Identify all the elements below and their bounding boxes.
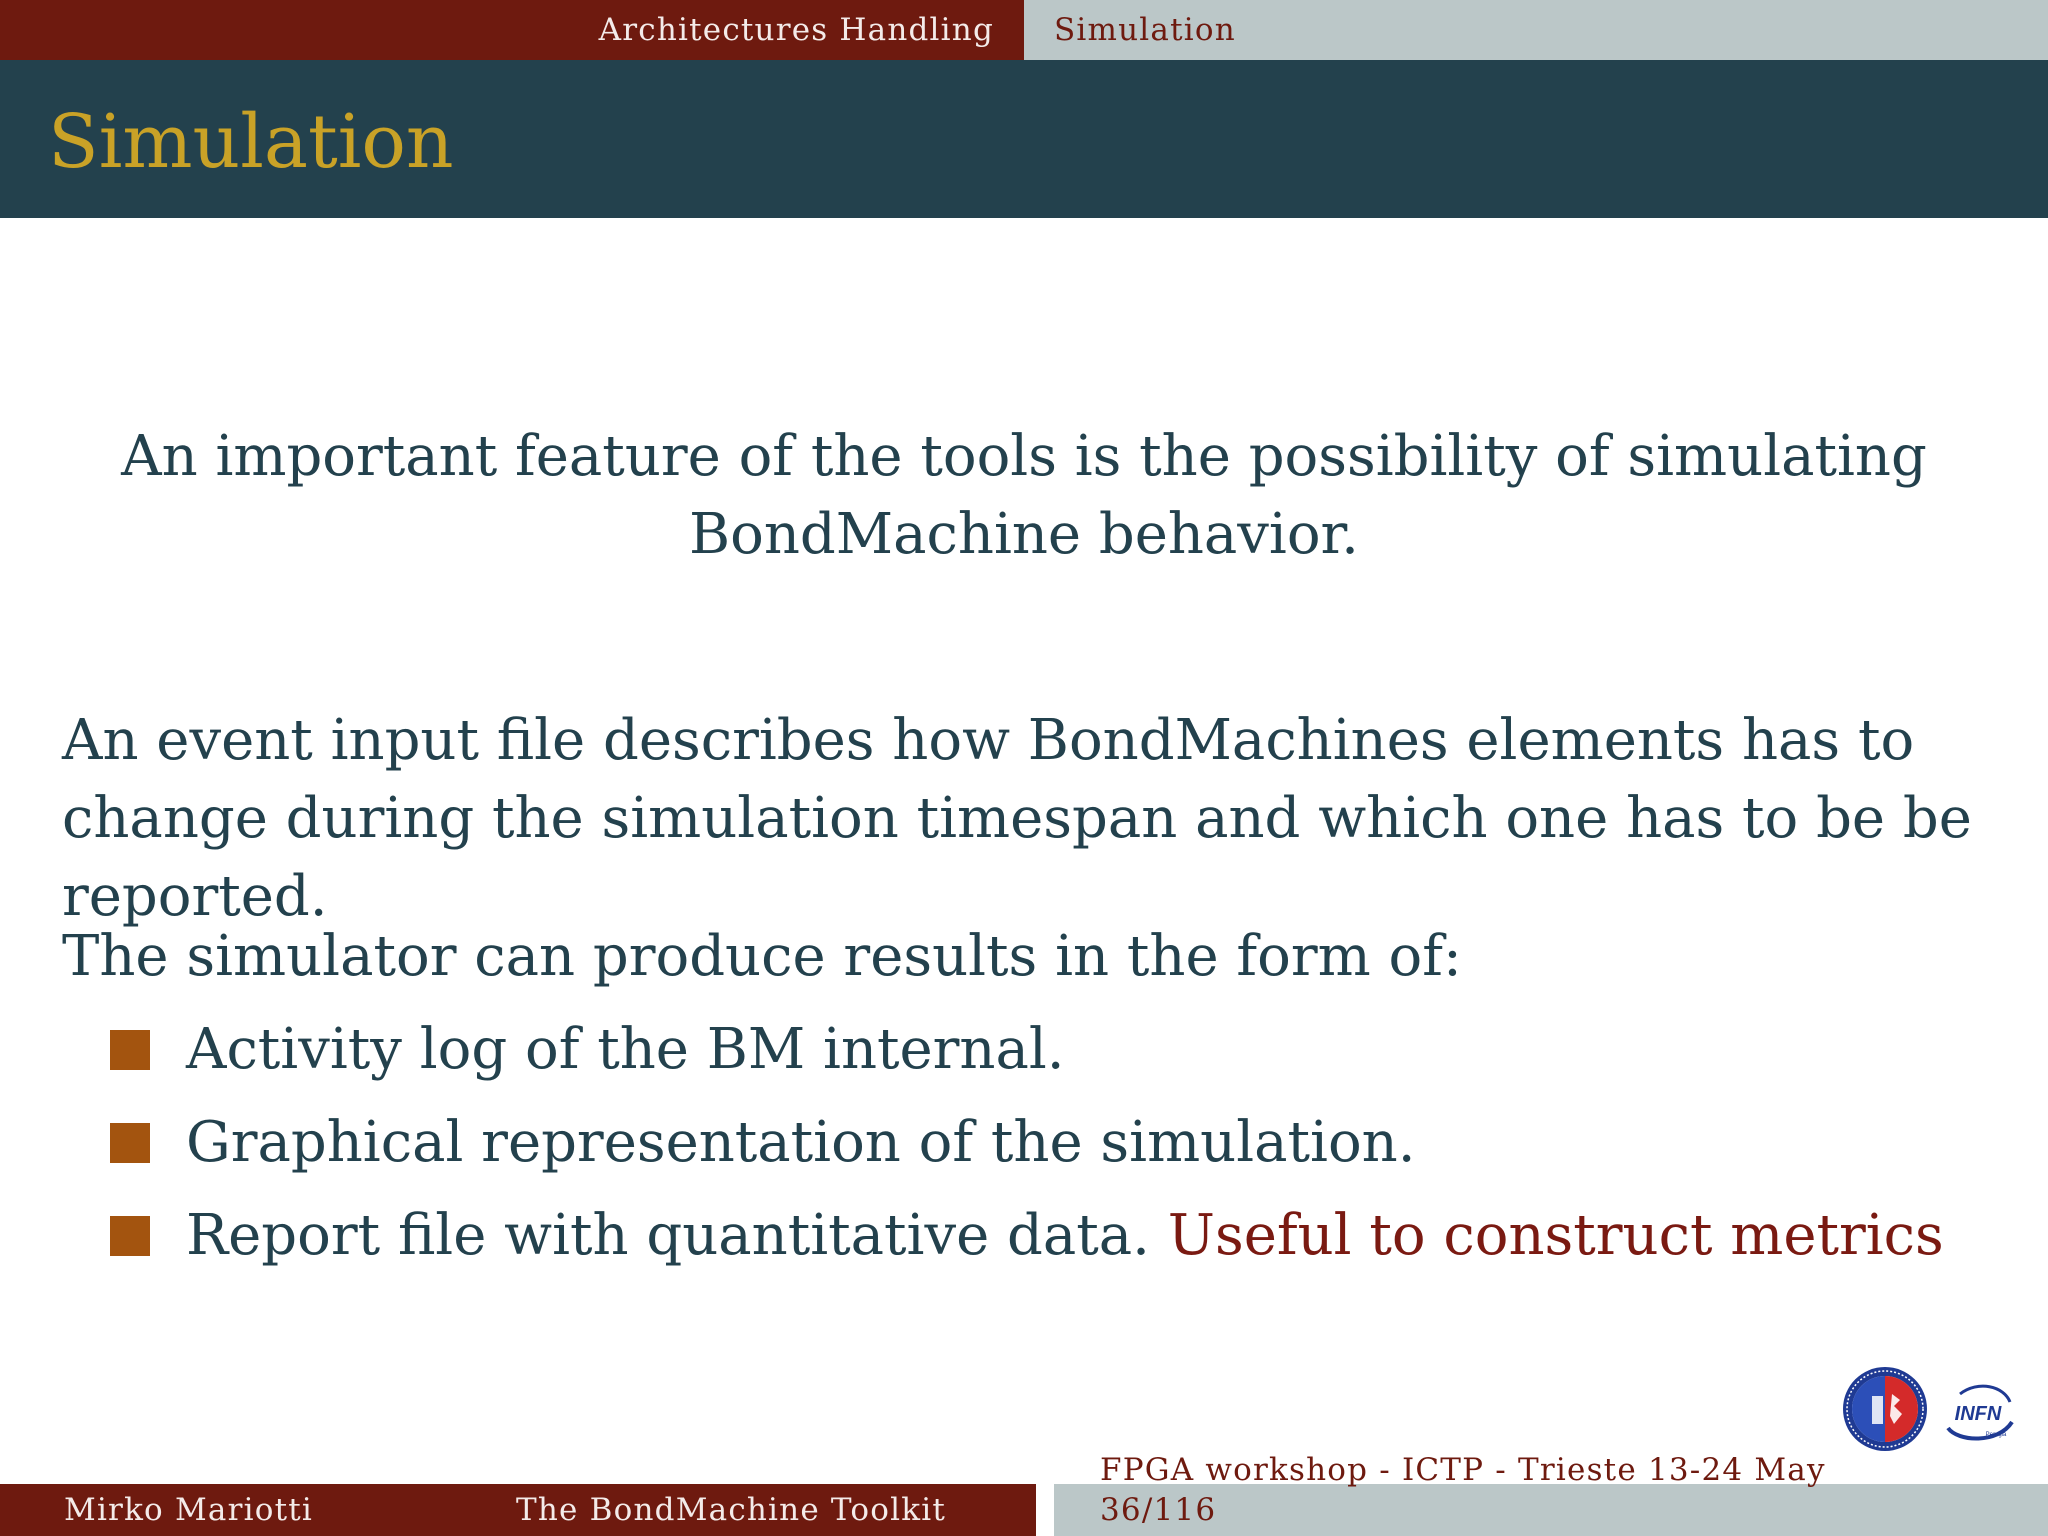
list-item bbox=[110, 1196, 1990, 1289]
bullet-text: Report file with quantitative data. bbox=[186, 1203, 1150, 1268]
intro-paragraph: An important feature of the tools is the possibility of simulating BondMachine behavior. bbox=[121, 424, 1927, 567]
university-seal-icon bbox=[1842, 1366, 1928, 1452]
nav-section-link[interactable] bbox=[0, 0, 1024, 60]
infn-logo-text: INFN bbox=[1954, 1403, 2002, 1425]
nav-subsection-link[interactable] bbox=[1024, 0, 2048, 60]
infn-logo-icon bbox=[1938, 1372, 2018, 1452]
list-item bbox=[110, 1010, 1990, 1103]
infn-logo-subtext: Perugia bbox=[1985, 1432, 2007, 1438]
bullet-square-icon bbox=[110, 1123, 150, 1163]
slide-title-bar bbox=[0, 60, 2048, 218]
top-navigation-bar bbox=[0, 0, 2048, 60]
bullet-square-icon bbox=[110, 1030, 150, 1070]
footer-event: FPGA workshop - ICTP - Trieste 13-24 May bbox=[1100, 1452, 1826, 1488]
footer-bar bbox=[0, 1484, 2048, 1536]
bullet-highlight-text: Useful to construct metrics bbox=[1167, 1203, 1944, 1268]
bullet-text: Activity log of the BM internal. bbox=[186, 1017, 1065, 1082]
results-bullet-list bbox=[110, 1010, 1990, 1289]
footer-divider bbox=[1036, 1484, 1054, 1536]
nav-section-label: Architectures Handling bbox=[598, 12, 994, 48]
slide-title: Simulation bbox=[48, 99, 454, 185]
event-file-paragraph: An event input file describes how BondMachines elements has to change during the simulation timespan and which one has to be be reported. bbox=[62, 708, 1972, 929]
footer-doc-title: The BondMachine Toolkit bbox=[516, 1492, 946, 1528]
nav-subsection-label: Simulation bbox=[1054, 12, 1236, 48]
bullet-square-icon bbox=[110, 1216, 150, 1256]
simulator-results-paragraph: The simulator can produce results in the form of: bbox=[62, 924, 1462, 989]
footer-page-number: 36/116 bbox=[1100, 1492, 1217, 1528]
bullet-text: Graphical representation of the simulation. bbox=[186, 1110, 1416, 1175]
list-item bbox=[110, 1103, 1990, 1196]
footer-author: Mirko Mariotti bbox=[64, 1492, 314, 1528]
footer-left-section bbox=[0, 1484, 1036, 1536]
